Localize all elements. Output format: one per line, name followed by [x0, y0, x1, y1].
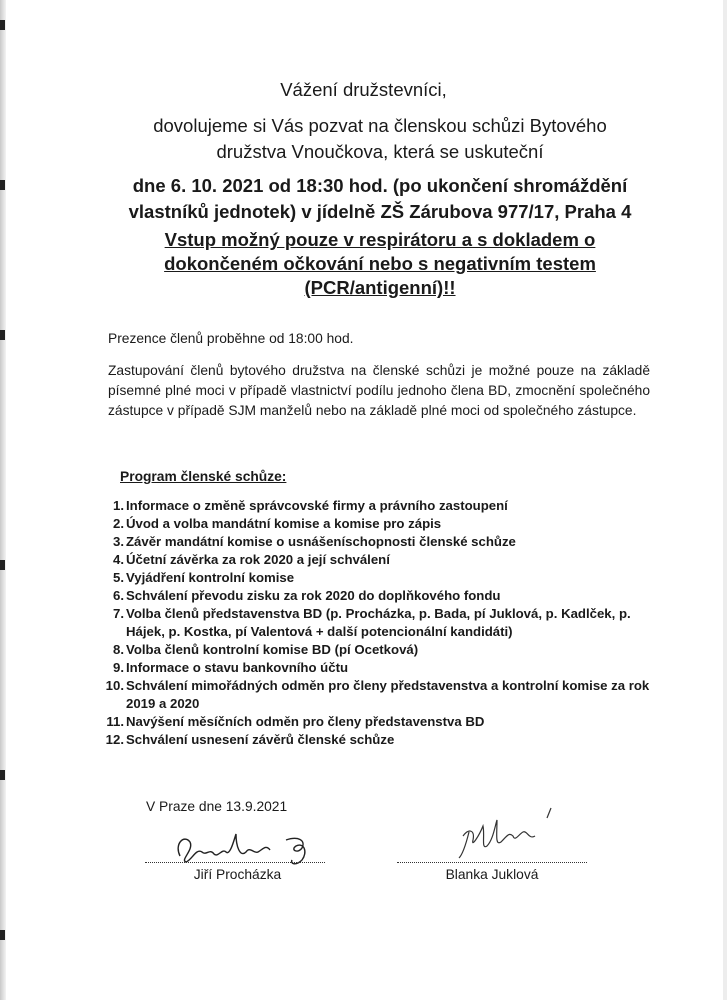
scan-mark — [0, 930, 5, 940]
scan-mark — [0, 180, 5, 190]
signatory-name: Jiří Procházka — [193, 867, 282, 882]
program-item-number: 6. — [113, 588, 124, 603]
program-item-text: Volba členů představenstva BD (p. Procházka, p. Bada, pí Juklová, p. Kadlček, p. Hájek, p. Kostka, pí Valentová + další potencionální kandidáti) — [126, 606, 631, 639]
program-item — [104, 587, 664, 605]
program-item-text: Schválení mimořádných odměn pro členy představenstva a kontrolní komise za rok 2019 a 2020 — [126, 678, 650, 711]
program-item — [104, 605, 664, 641]
scan-mark — [0, 560, 5, 570]
scan-edge-right — [723, 0, 727, 1000]
program-item-text: Účetní závěrka za rok 2020 a její schválení — [126, 552, 390, 567]
program-title: Program členské schůze: — [120, 469, 287, 484]
scan-mark — [0, 330, 5, 340]
entry-notice: Vstup možný pouze v respirátoru a s dokladem o dokončeném očkování nebo s negativním testem (PCR/antigenní)!! — [164, 229, 596, 298]
program-item — [104, 731, 664, 749]
signature-stroke — [178, 834, 270, 862]
scan-edge — [0, 0, 6, 1000]
program-item-number: 2. — [113, 516, 124, 531]
program-item-text: Schválení převodu zisku za rok 2020 do doplňkového fondu — [126, 588, 501, 603]
program-item-number: 11. — [106, 714, 124, 729]
program-item — [104, 677, 664, 713]
signature-line — [397, 862, 587, 863]
program-item-number: 5. — [113, 570, 124, 585]
program-item — [104, 515, 664, 533]
program-item-text: Schválení usnesení závěrů členské schůze — [126, 732, 395, 747]
program-item — [104, 569, 664, 587]
program-item-number: 9. — [113, 660, 124, 675]
meeting-date-place: dne 6. 10. 2021 od 18:30 hod. (po ukončení shromáždění vlastníků jednotek) v jídelně ZŠ Zárubova 977/17, Praha 4 — [128, 175, 632, 222]
program-item-text: Vyjádření kontrolní komise — [126, 570, 295, 585]
program-item-number: 1. — [113, 498, 124, 513]
program-item-number: 3. — [113, 534, 124, 549]
program-item-text: Navýšení měsíčních odměn pro členy představenstva BD — [126, 714, 485, 729]
program-item — [104, 659, 664, 677]
greeting: Vážení družstevníci, — [280, 79, 447, 100]
place-date: V Praze dne 13.9.2021 — [146, 799, 288, 814]
invitation-text: dovolujeme si Vás pozvat na členskou schůzi Bytového družstva Vnoučkova, která se uskuteční — [153, 115, 607, 162]
program-item — [104, 497, 664, 515]
program-item-number: 4. — [113, 552, 124, 567]
program-item — [104, 533, 664, 551]
signature-line — [145, 862, 325, 863]
signature-stroke — [547, 808, 551, 818]
program-item-number: 12. — [105, 732, 124, 747]
program-list — [104, 497, 664, 749]
program-item — [104, 551, 664, 569]
signatory-name: Blanka Juklová — [445, 867, 539, 882]
program-item-number: 8. — [113, 642, 124, 657]
signature-block-2 — [397, 862, 587, 882]
program-item-text: Informace o stavu bankovního účtu — [126, 660, 349, 675]
scan-mark — [0, 770, 5, 780]
program-item-number: 7. — [113, 606, 124, 621]
signature-drawing-2 — [455, 806, 565, 866]
presence-info: Prezence členů proběhne od 18:00 hod. — [108, 331, 354, 346]
program-item-text: Úvod a volba mandátní komise a komise pro zápis — [126, 516, 442, 531]
scan-mark — [0, 20, 5, 30]
program-item-text: Závěr mandátní komise o usnášeníschopnosti členské schůze — [126, 534, 516, 549]
program-item — [104, 713, 664, 731]
program-item-text: Volba členů kontrolní komise BD (pí Ocetková) — [126, 642, 419, 657]
program-item-number: 10. — [105, 678, 124, 693]
program-item — [104, 641, 664, 659]
signature-block-1 — [145, 862, 330, 882]
program-item-text: Informace o změně správcovské firmy a právního zastoupení — [126, 498, 508, 513]
proxy-info: Zastupování členů bytového družstva na členské schůzi je možné pouze na základě písemné plné moci v případě vlastnictví podílu jednoho člena BD, zmocnění společného zástupce v případě SJM manželů nebo na základě plné moci od společného zástupce. — [108, 363, 650, 418]
signature-stroke — [459, 820, 535, 858]
signature-stroke — [286, 838, 305, 863]
